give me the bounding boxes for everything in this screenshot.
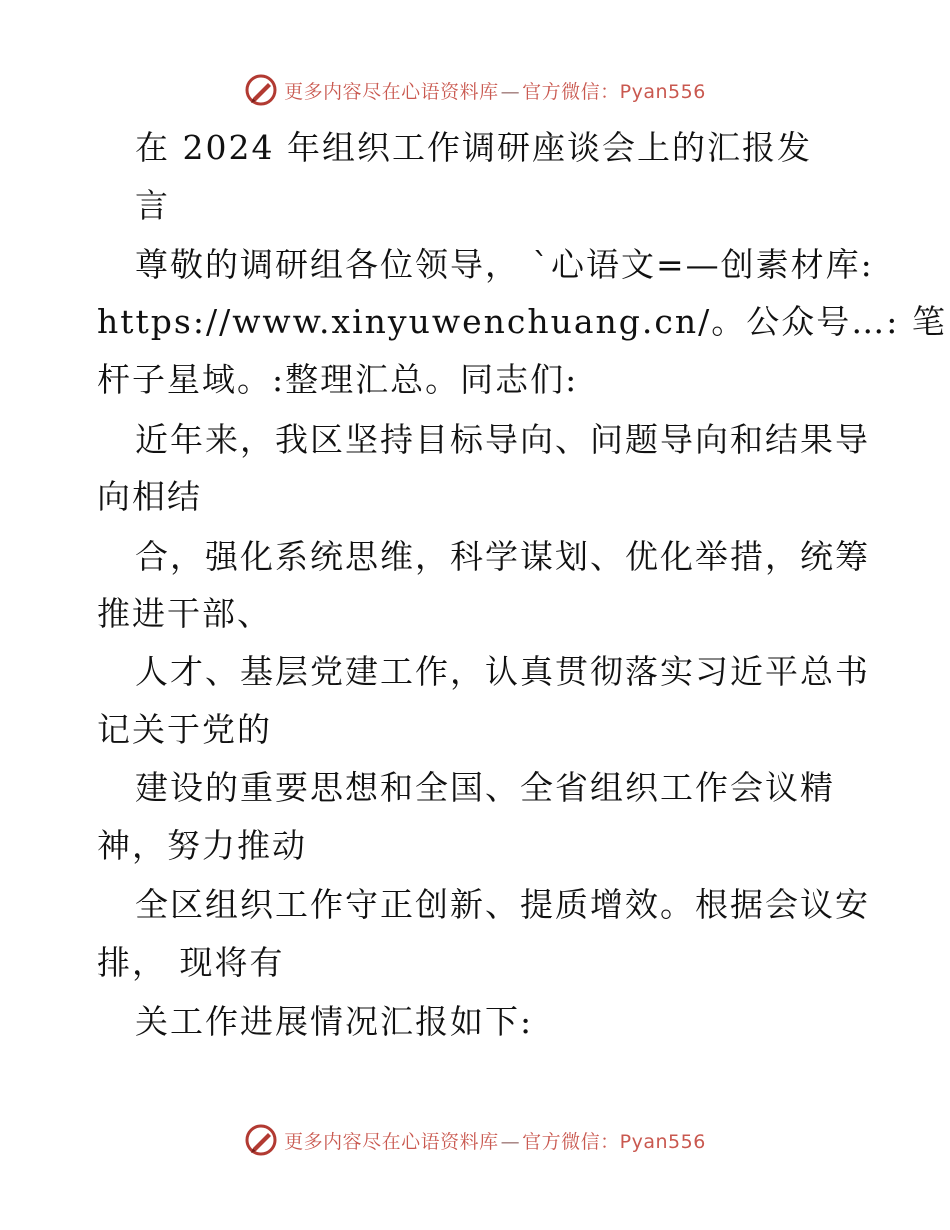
watermark-text: [284, 1127, 706, 1154]
body-line: 排， 现将有: [97, 943, 285, 982]
body-line: 全区组织工作守正创新、提质增效。根据会议安: [135, 885, 870, 924]
watermark-text: [284, 77, 706, 104]
watermark-label: 更多内容尽在心语资料库: [284, 1130, 499, 1153]
body-line: 合，强化系统思维，科学谋划、优化举措，统筹: [135, 537, 870, 576]
body-line: 建设的重要思想和全国、全省组织工作会议精: [135, 768, 835, 807]
body-line: 杆子星域。:整理汇总。同志们:: [97, 360, 579, 399]
watermark-separator: —: [500, 80, 521, 103]
body-line: 关工作进展情况汇报如下:: [135, 1002, 534, 1041]
watermark-label: 更多内容尽在心语资料库: [284, 80, 499, 103]
body-line: 近年来，我区坚持目标导向、问题导向和结果导: [135, 420, 870, 459]
watermark-wechat: 官方微信：Pyan556: [522, 1130, 706, 1153]
pen-logo-icon: [244, 73, 278, 107]
body-line: https://www.xinyuwenchuang.cn/。公众号…: 笔: [97, 302, 947, 341]
header-watermark: [0, 70, 950, 110]
footer-watermark: [0, 1120, 950, 1160]
watermark-separator: —: [500, 1130, 521, 1153]
title-line-1: 在 2024 年组织工作调研座谈会上的汇报发: [135, 128, 812, 167]
body-line: 尊敬的调研组各位领导， `心语文=—创素材库:: [135, 245, 874, 284]
watermark-wechat: 官方微信：Pyan556: [522, 80, 706, 103]
body-line: 推进干部、: [97, 594, 272, 633]
pen-logo-icon: [244, 1123, 278, 1157]
title-line-2: 言: [135, 186, 170, 225]
body-line: 神，努力推动: [97, 826, 307, 865]
body-line: 记关于党的: [97, 710, 272, 749]
body-line: 人才、基层党建工作，认真贯彻落实习近平总书: [135, 652, 870, 691]
body-line: 向相结: [97, 477, 202, 516]
